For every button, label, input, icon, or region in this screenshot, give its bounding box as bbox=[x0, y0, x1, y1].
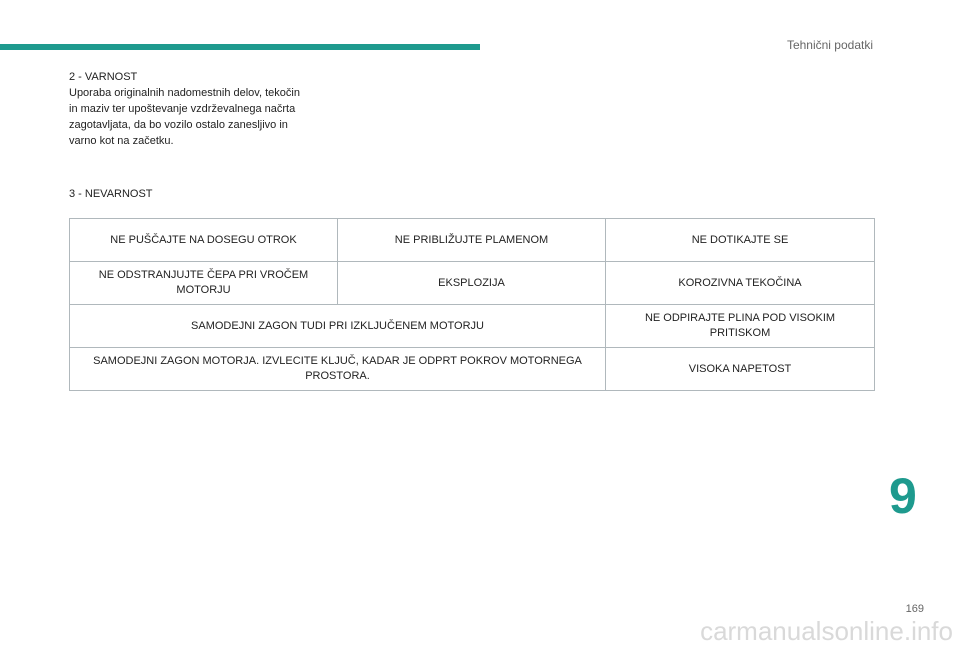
table-row bbox=[70, 262, 875, 305]
watermark: carmanualsonline.info bbox=[700, 616, 953, 646]
chapter-number: 9 bbox=[889, 468, 917, 524]
table-cell: SAMODEJNI ZAGON TUDI PRI IZKLJUČENEM MOTORJU bbox=[70, 305, 606, 348]
table-cell: KOROZIVNA TEKOČINA bbox=[606, 262, 875, 305]
table-cell: NE ODSTRANJUJTE ČEPA PRI VROČEM MOTORJU bbox=[70, 262, 338, 305]
intro-line: Uporaba originalnih nadomestnih delov, tekočin bbox=[69, 87, 300, 99]
intro-line: zagotavljata, da bo vozilo ostalo zanesljivo in bbox=[69, 119, 288, 131]
warning-table bbox=[69, 218, 875, 391]
table-cell: SAMODEJNI ZAGON MOTORJA. IZVLECITE KLJUČ, KADAR JE ODPRT POKROV MOTORNEGA PROSTORA. bbox=[70, 348, 606, 391]
danger-heading: 3 - NEVARNOST bbox=[69, 188, 153, 200]
table-row bbox=[70, 305, 875, 348]
table-cell: EKSPLOZIJA bbox=[338, 262, 606, 305]
section-title: Tehnični podatki bbox=[786, 38, 873, 52]
table-cell: NE ODPIRAJTE PLINA POD VISOKIM PRITISKOM bbox=[606, 305, 875, 348]
table-cell: NE PUŠČAJTE NA DOSEGU OTROK bbox=[70, 219, 338, 262]
page-number: 169 bbox=[905, 603, 924, 615]
intro-line: varno kot na začetku. bbox=[69, 135, 174, 147]
table-cell: NE PRIBLIŽUJTE PLAMENOM bbox=[338, 219, 606, 262]
table-row bbox=[70, 219, 875, 262]
table-cell: NE DOTIKAJTE SE bbox=[606, 219, 875, 262]
intro-line: in maziv ter upoštevanje vzdrževalnega načrta bbox=[69, 103, 296, 115]
intro-paragraph bbox=[69, 69, 339, 149]
header-accent-bar bbox=[0, 44, 480, 50]
table-row bbox=[70, 348, 875, 391]
table-cell: VISOKA NAPETOST bbox=[606, 348, 875, 391]
intro-heading: 2 - VARNOST bbox=[69, 71, 138, 83]
